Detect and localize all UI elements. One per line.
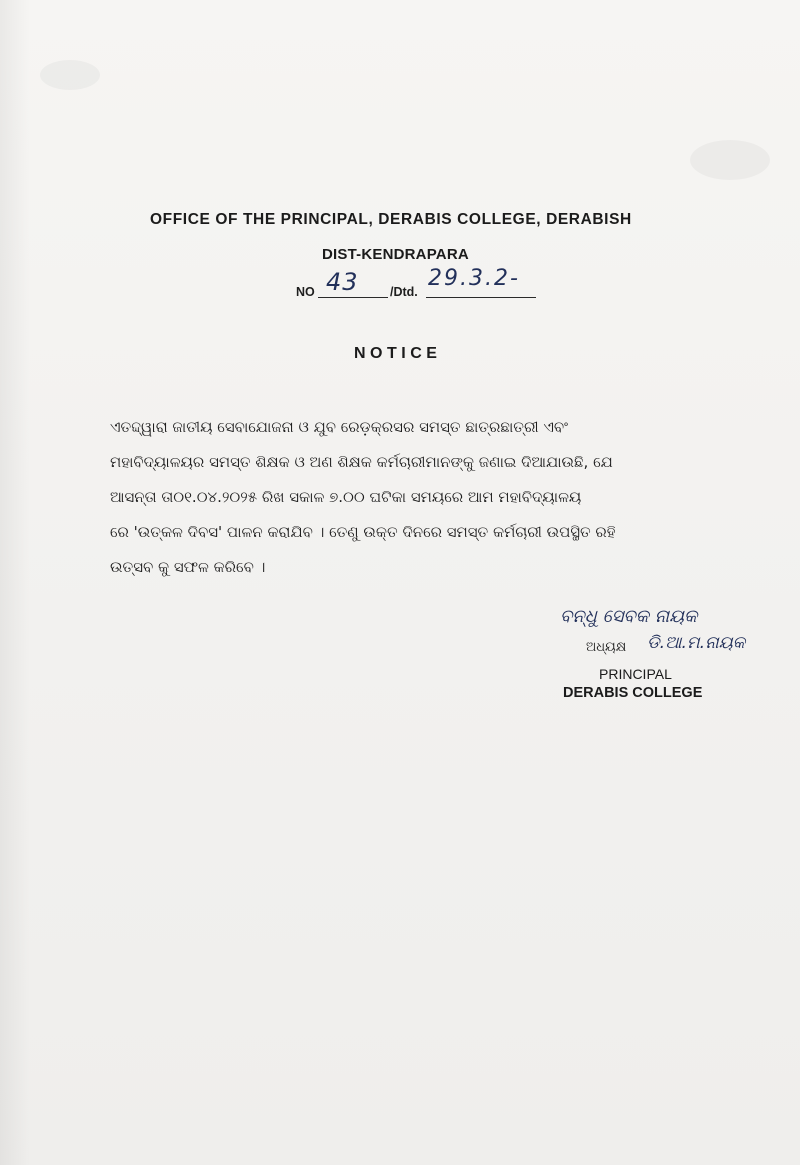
- paper-mark: [690, 140, 770, 180]
- office-heading: OFFICE OF THE PRINCIPAL, DERABIS COLLEGE, DERABISH: [150, 211, 632, 228]
- notice-line: ଏତଦ୍ଦ୍ୱାରା ଜାତୀୟ ସେବାଯୋଜନା ଓ ଯୁବ ରେଡ଼କ୍ରସର ସମସ୍ତ ଛାତ୍ରଛାତ୍ରୀ ଏବଂ: [110, 418, 568, 436]
- notice-line: ମହାବିଦ୍ୟାଳୟର ସମସ୍ତ ଶିକ୍ଷକ ଓ ଅଣ ଶିକ୍ଷକ କର୍ମଚାରୀମାନଙ୍କୁ ଜଣାଇ ଦିଆଯାଉଛି, ଯେ: [110, 453, 613, 471]
- reference-date: 29.3.2-: [428, 266, 520, 291]
- notice-line: ଉତ୍ସବ କୁ ସଫଳ କରିବେ ।: [110, 558, 266, 576]
- notice-line: ରେ 'ଉତ୍କଳ ଦିବସ' ପାଳନ କରାଯିବ । ତେଣୁ ଉକ୍ତ ଦିନରେ ସମସ୍ତ କର୍ମଚାରୀ ଉପସ୍ଥିତ ରହି: [110, 523, 616, 541]
- handwritten-initials: ଡି.ଆ.ମ.ନାୟକ: [647, 633, 746, 653]
- notice-title: NOTICE: [354, 345, 442, 362]
- college-name: DERABIS COLLEGE: [563, 685, 703, 701]
- date-underline: [426, 297, 536, 298]
- no-label: NO: [296, 285, 315, 299]
- reference-number: 43: [326, 268, 359, 296]
- notice-line: ଆସନ୍ତା ତା୦୧.୦୪.୨୦୨୫ ରିଖ ସକାଳ ୭.୦୦ ଘଟିକା ସମୟରେ ଆମ ମହାବିଦ୍ୟାଳୟ: [110, 488, 582, 506]
- principal-title: PRINCIPAL: [599, 666, 672, 682]
- page-edge-shadow: [0, 0, 30, 1165]
- notice-body: [110, 410, 720, 585]
- handwritten-signature: ବନ୍ଧୁ ସେବକ ନାୟକ: [560, 606, 698, 627]
- paper-mark: [40, 60, 100, 90]
- no-underline: [318, 297, 388, 298]
- dated-label: /Dtd.: [390, 285, 418, 299]
- principal-odia-label: ଅଧ୍ୟକ୍ଷ: [586, 640, 627, 655]
- signature-block: [560, 600, 790, 710]
- district-heading: DIST-KENDRAPARA: [322, 246, 469, 263]
